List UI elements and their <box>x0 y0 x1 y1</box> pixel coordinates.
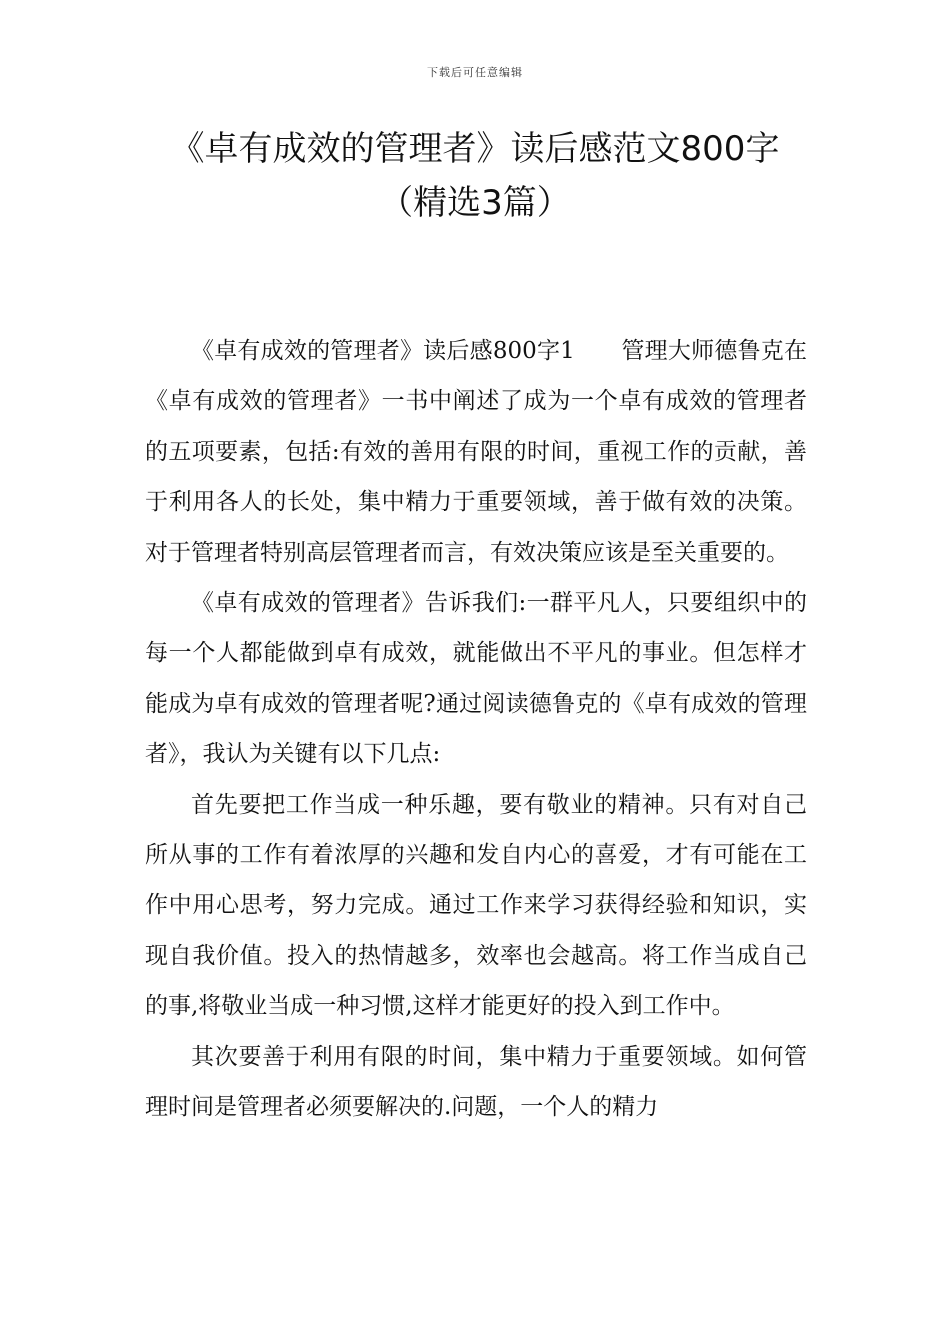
document-title <box>0 122 950 230</box>
header-note: 下载后可任意编辑 <box>427 66 523 79</box>
title-line-1: 《卓有成效的管理者》读后感范文800字 <box>170 129 780 169</box>
paragraph-1: 《卓有成效的管理者》读后感800字1 管理大师德鲁克在《卓有成效的管理者》一书中阐述了成为一个卓有成效的管理者的五项要素，包括:有效的善用有限的时间，重视工作的贡献，善于利用各人的长处，集中精力于重要领域，善于做有效的决策。对于管理者特别高层管理者而言，有效决策应该是至关重要的。 <box>145 338 807 566</box>
paragraph-4: 其次要善于利用有限的时间，集中精力于重要领域。如何管理时间是管理者必须要解决的.问题，一个人的精力 <box>145 1043 807 1121</box>
paragraph-2: 《卓有成效的管理者》告诉我们:一群平凡人，只要组织中的每一个人都能做到卓有成效，就能做出不平凡的事业。但怎样才能成为卓有成效的管理者呢?通过阅读德鲁克的《卓有成效的管理者》，我认为关键有以下几点: <box>145 590 807 768</box>
paragraph-3: 首先要把工作当成一种乐趣，要有敬业的精神。只有对自己所从事的工作有着浓厚的兴趣和发自内心的喜爱，才有可能在工作中用心思考，努力完成。通过工作来学习获得经验和知识，实现自我价值。投入的热情越多，效率也会越高。将工作当成自己的事,将敬业当成一种习惯,这样才能更好的投入到工作中。 <box>145 791 807 1020</box>
document-body <box>145 326 807 1133</box>
title-line-2: （精选3篇） <box>379 183 571 223</box>
